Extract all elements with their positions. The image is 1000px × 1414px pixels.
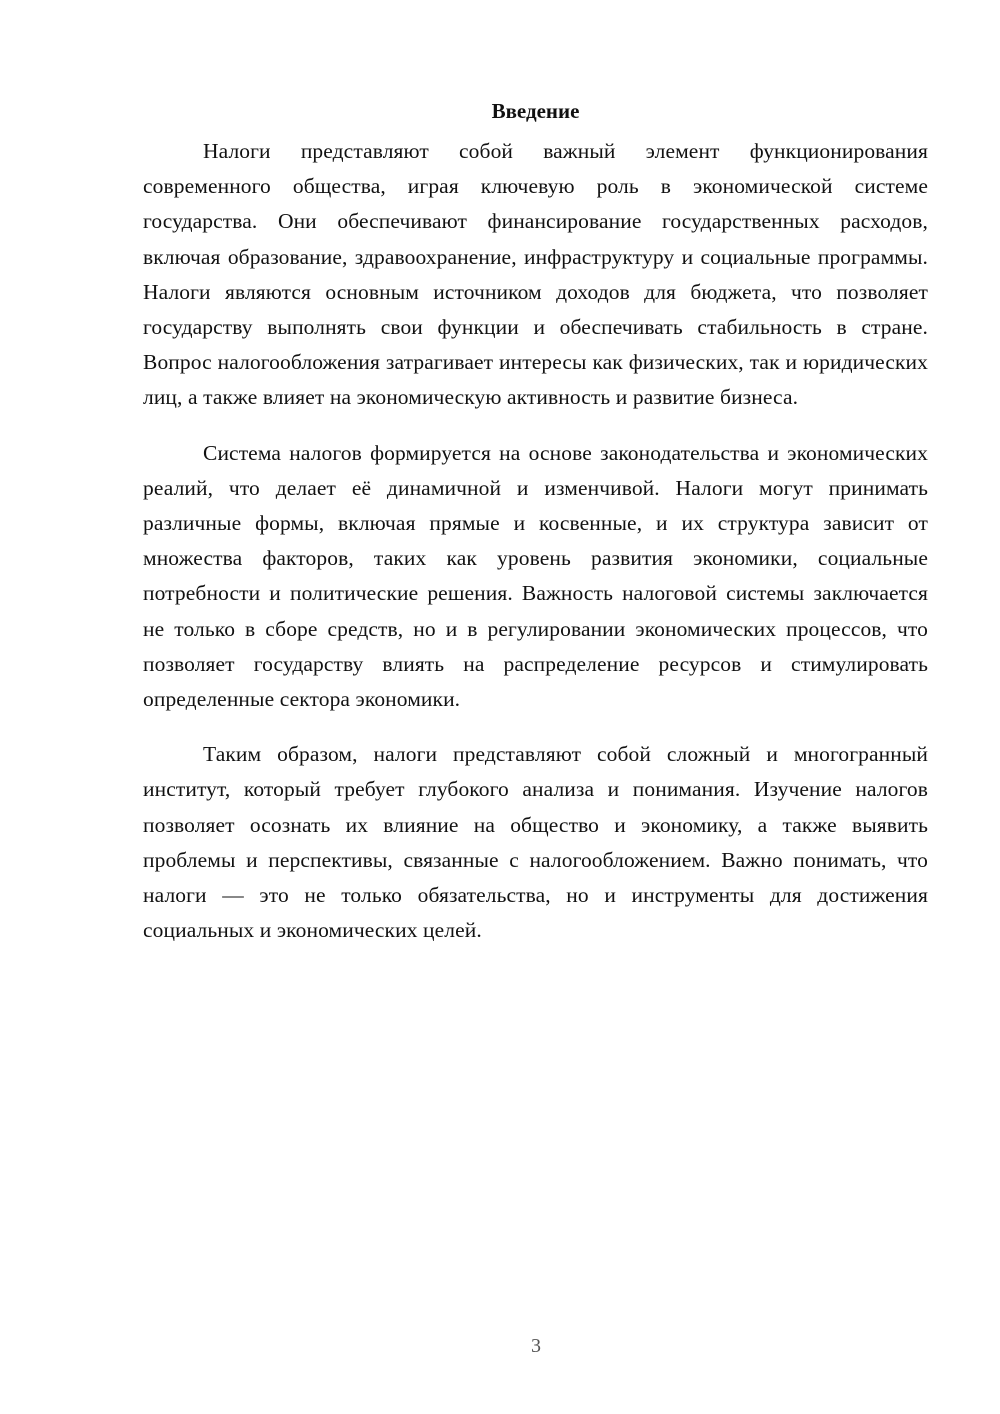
- page-number: 3: [531, 1335, 541, 1357]
- paragraph-intro-3: Таким образом, налоги представляют собой сложный и многогранный институт, который требует глубокого анализа и понимания. Изучение налогов позволяет осознать их влияние на общество и экономику, а также выявить проблемы и перспективы, связанные с налогообложением. Важно понимать, что налоги — это не только обязательства, но и инструменты для достижения социальных и экономических целей.: [143, 742, 928, 943]
- page-content: [143, 96, 928, 968]
- section-title: Введение: [491, 99, 580, 123]
- paragraph-intro-1: Налоги представляют собой важный элемент функционирования современного общества, играя ключевую роль в экономической системе государства. Они обеспечивают финансирование государственных расходов, включая образование, здравоохранение, инфраструктуру и социальные программы. Налоги являются основным источником доходов для бюджета, что позволяет государству выполнять свои функции и обеспечивать стабильность в стране. Вопрос налогообложения затрагивает интересы как физических, так и юридических лиц, а также влияет на экономическую активность и развитие бизнеса.: [143, 139, 928, 410]
- paragraph-intro-2: Система налогов формируется на основе законодательства и экономических реалий, что делает её динамичной и изменчивой. Налоги могут принимать различные формы, включая прямые и косвенные, и их структура зависит от множества факторов, таких как уровень развития экономики, социальные потребности и политические решения. Важность налоговой системы заключается не только в сборе средств, но и в регулировании экономических процессов, что позволяет государству влиять на распределение ресурсов и стимулировать определенные сектора экономики.: [143, 440, 928, 712]
